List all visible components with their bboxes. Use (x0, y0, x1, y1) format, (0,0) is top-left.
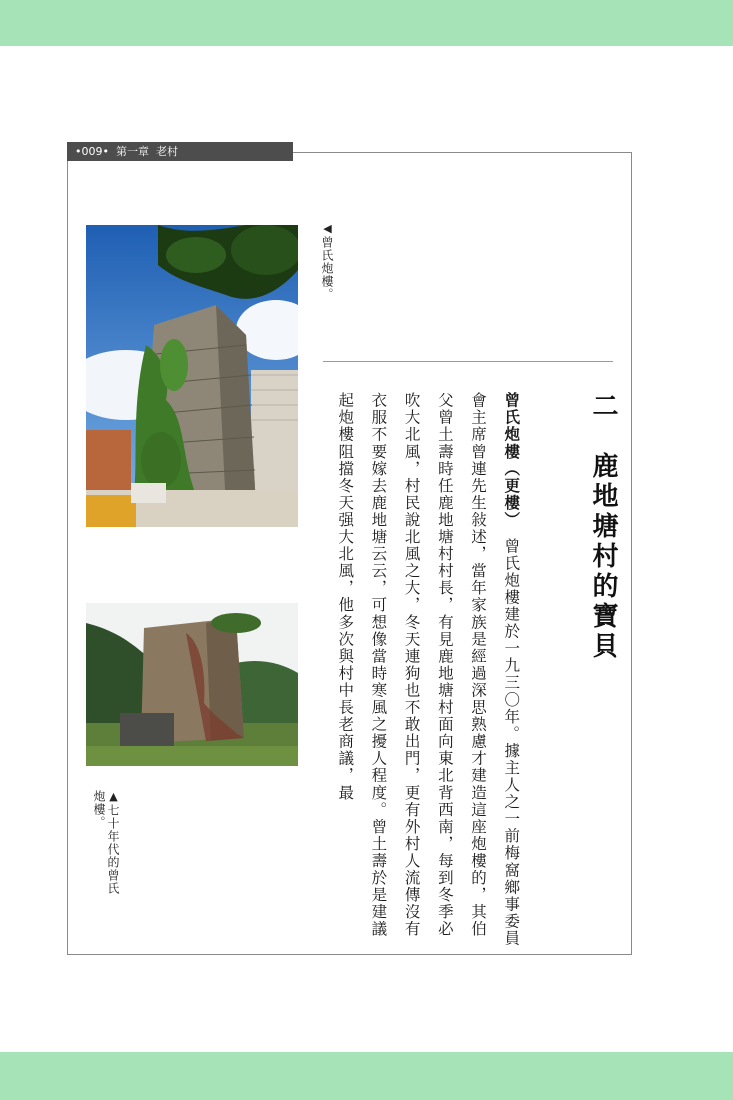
top-photo-caption (320, 222, 334, 301)
top-color-band (0, 0, 733, 46)
bottom-color-band (0, 1052, 733, 1100)
bottom-photo-caption (92, 790, 120, 900)
article-body (328, 392, 528, 952)
caption-pointer-up-icon: ▲ (107, 790, 120, 804)
article-text: 曾氏炮樓建於一九三〇年。據主人之一前梅窩鄉事委員會主席曾連先生敍述，當年家族是經過深思熟慮才建造這座炮樓的，其伯父曾土壽時任鹿地塘村村長，有見鹿地塘村面向東北背西南，每到冬季必吹大北風，村民說北風之大，冬天連狗也不敢出門，更有外村人流傳沒有衣服不要嫁去鹿地塘云云，可想像當時寒風之擾人程度。曾土壽於是建議起炮樓阻擋冬天强大北風，他多次與村中長老商議，最 (336, 392, 521, 947)
tower-photo-1970s (86, 603, 298, 766)
bottom-caption-text: 七十年代的曾氏炮樓。 (92, 790, 120, 895)
article-lead-heading: 曾氏炮樓（更樓） (502, 392, 522, 521)
page-header: •009• 第一章 老村 (67, 142, 293, 161)
section-divider (323, 361, 613, 362)
tower-photo-color (86, 225, 298, 527)
caption-pointer-left-icon: ◀ (321, 222, 334, 236)
top-caption-text: 曾氏炮樓。 (320, 236, 334, 301)
section-title: 二 鹿地塘村的寶貝 (588, 392, 618, 662)
